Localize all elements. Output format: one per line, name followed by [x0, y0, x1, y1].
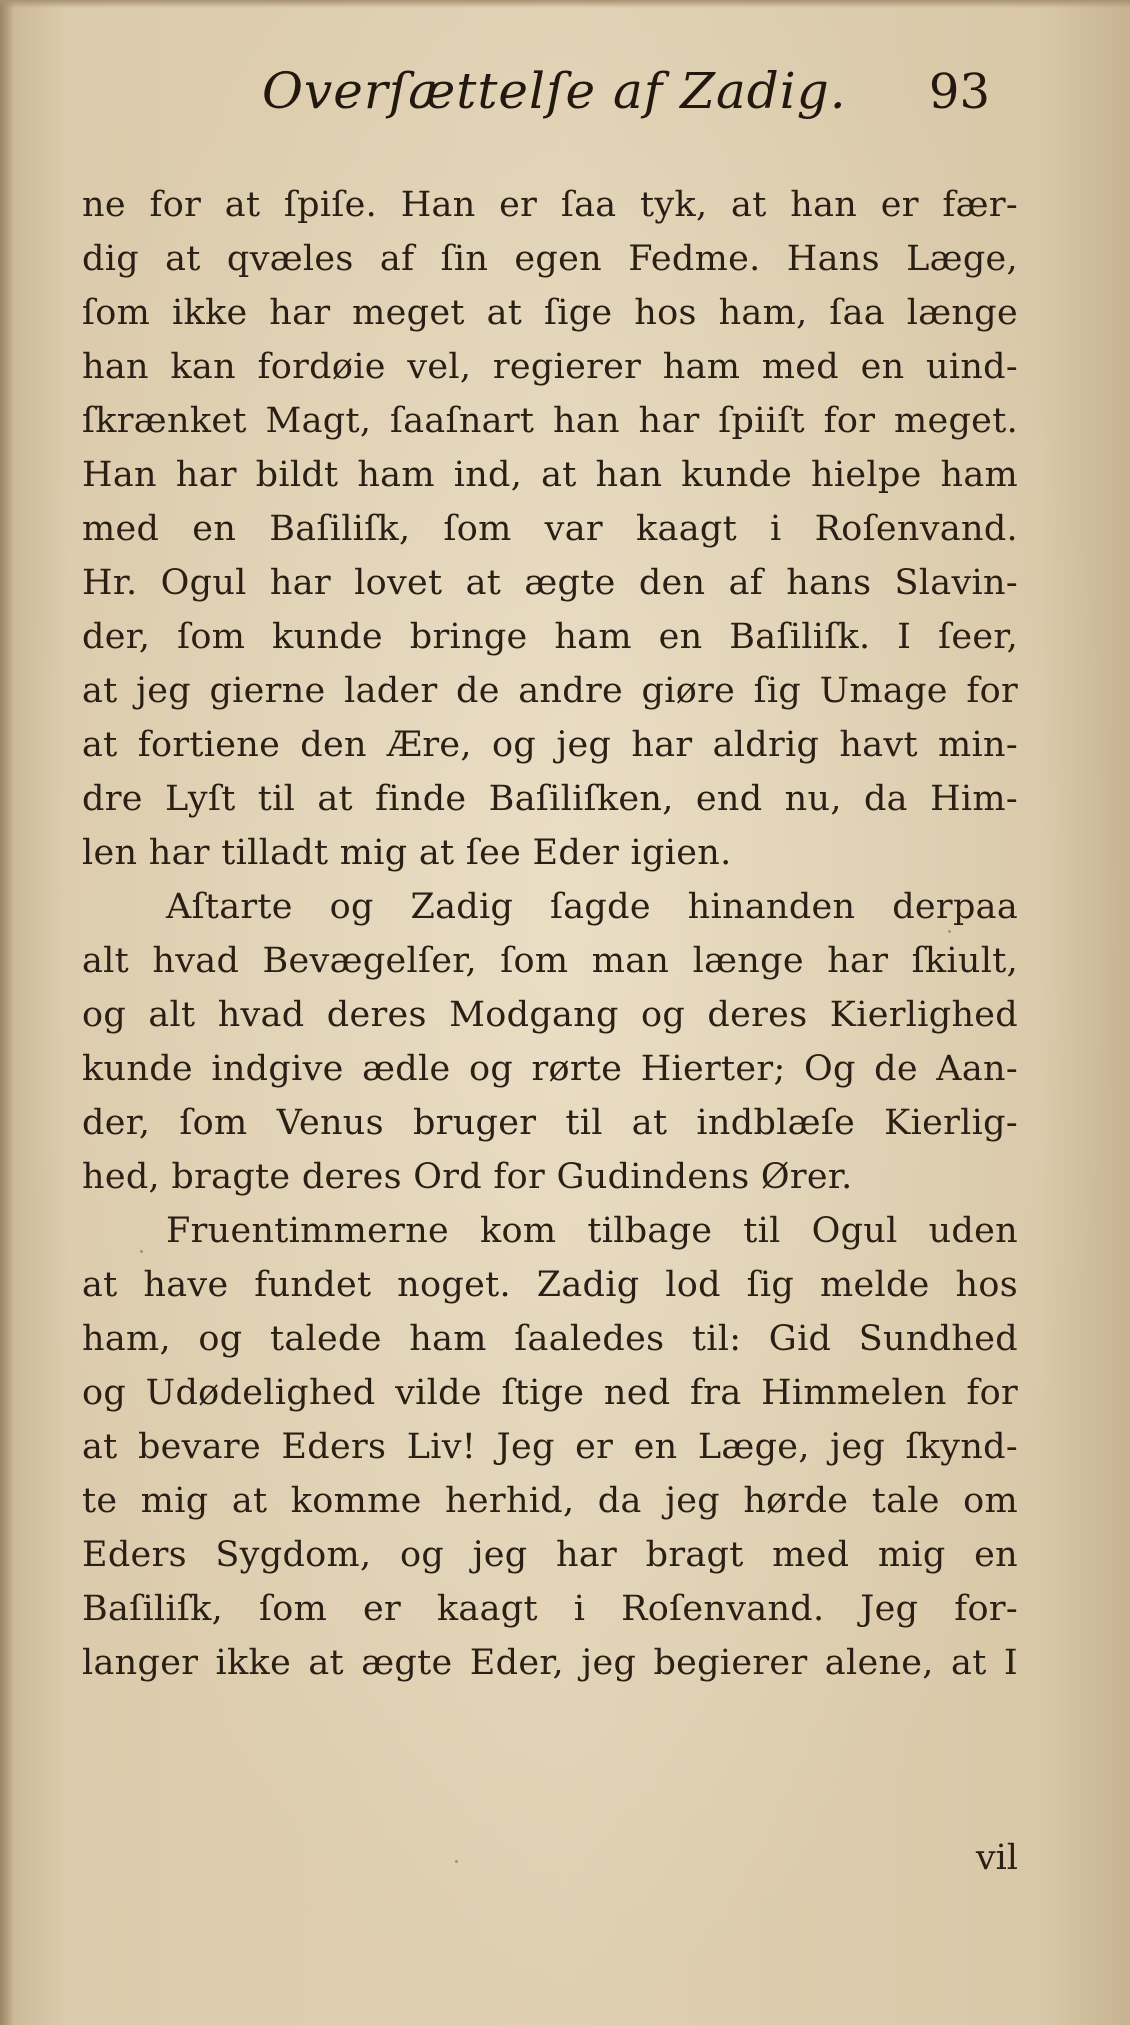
text-line: der, ſom Venus bruger til at indblæſe Kierlig-	[82, 1103, 1018, 1143]
page-left-edge	[0, 0, 14, 2025]
text-line: at jeg gierne lader de andre giøre ſig Umage for	[82, 671, 1018, 711]
text-line: ſkrænket Magt, ſaaſnart han har ſpiiſt for meget.	[82, 401, 1018, 441]
text-line: Baſiliſk, ſom er kaagt i Roſenvand. Jeg for-	[82, 1589, 1018, 1629]
text-line: langer ikke at ægte Eder, jeg begierer alene, at I	[82, 1643, 1018, 1683]
paragraph-start-line: Fruentimmerne kom tilbage til Ogul uden	[166, 1211, 1018, 1251]
text-line: Han har bildt ham ind, at han kunde hielpe ham	[82, 455, 1018, 495]
text-line: at have fundet noget. Zadig lod ſig melde hos	[82, 1265, 1018, 1305]
paper-speck	[455, 1860, 458, 1863]
text-line: te mig at komme herhid, da jeg hørde tale om	[82, 1481, 1018, 1521]
text-line: han kan fordøie vel, regierer ham med en uind-	[82, 347, 1018, 387]
paper-speck	[948, 930, 951, 933]
body-text	[82, 178, 1018, 1690]
text-line: med en Baſiliſk, ſom var kaagt i Roſenvand.	[82, 509, 1018, 549]
text-line: Hr. Ogul har lovet at ægte den af hans Slavin-	[82, 563, 1018, 603]
text-line: ne for at ſpiſe. Han er ſaa tyk, at han er fær-	[82, 185, 1018, 225]
text-line: at bevare Eders Liv! Jeg er en Læge, jeg ſkynd-	[82, 1427, 1018, 1467]
text-line: ſom ikke har meget at ſige hos ham, ſaa længe	[82, 293, 1018, 333]
text-line: der, ſom kunde bringe ham en Baſiliſk. I ſeer,	[82, 617, 1018, 657]
paragraph-end-line: hed, bragte deres Ord for Gudindens Ører.	[82, 1157, 853, 1197]
text-line: dre Lyſt til at finde Baſiliſken, end nu, da Him-	[82, 779, 1018, 819]
page-top-edge	[0, 0, 1130, 8]
text-line: Eders Sygdom, og jeg har bragt med mig en	[82, 1535, 1018, 1575]
text-line: at fortiene den Ære, og jeg har aldrig havt min-	[82, 725, 1018, 765]
text-line: ham, og talede ham ſaaledes til: Gid Sundhed	[82, 1319, 1018, 1359]
running-title: Overſættelſe af Zadig.	[262, 62, 847, 120]
text-line: dig at qvæles af ſin egen Fedme. Hans Læge,	[82, 239, 1018, 279]
text-line: og Udødelighed vilde ſtige ned fra Himmelen for	[82, 1373, 1018, 1413]
catchword: vil	[975, 1838, 1018, 1878]
paragraph-end-line: len har tilladt mig at ſee Eder igien.	[82, 833, 732, 873]
text-line: og alt hvad deres Modgang og deres Kierlighed	[82, 995, 1018, 1035]
paragraph-start-line: Aſtarte og Zadig ſagde hinanden derpaa	[166, 887, 1018, 927]
page-number: 93	[928, 64, 990, 120]
paper-speck	[140, 1250, 143, 1253]
text-line: alt hvad Bevægelſer, ſom man længe har ſkiult,	[82, 941, 1018, 981]
text-line: kunde indgive ædle og rørte Hierter; Og de Aan-	[82, 1049, 1018, 1089]
